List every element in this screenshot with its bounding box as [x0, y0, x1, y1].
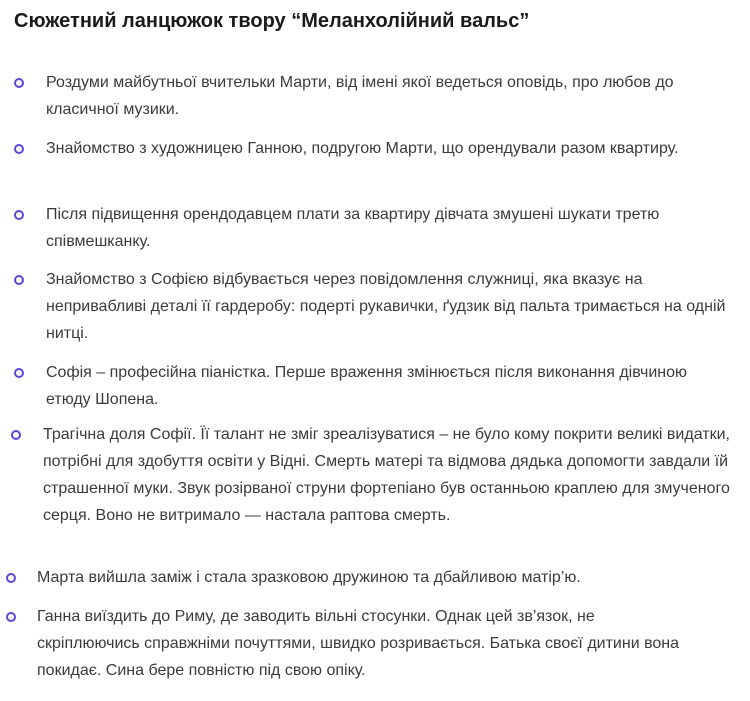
bullet-icon	[14, 368, 24, 378]
bullet-icon	[14, 275, 24, 285]
list-item	[14, 266, 744, 347]
list-item	[6, 603, 746, 684]
list-item	[14, 69, 744, 123]
bullet-icon	[6, 612, 16, 622]
list-item-text: Знайомство з Софією відбувається через повідомлення служниці, яка вказує на непривабливі деталі її гардеробу: подерті рукавички, ґудзик від пальта тримається на одній нитці.	[46, 271, 726, 342]
list-item	[14, 201, 744, 255]
page-title: Сюжетний ланцюжок твору “Меланхолійний вальс”	[14, 10, 530, 32]
list-item-text: Софія – професійна піаністка. Перше враження змінюється після виконання дівчиною етюду Шопена.	[46, 364, 687, 408]
bullet-icon	[14, 144, 24, 154]
bullet-icon	[6, 573, 16, 583]
list-item-text: Ганна виїздить до Риму, де заводить вільні стосунки. Однак цей зв’язок, не скріплюючись справжніми почуттями, швидко розривається. Батька своєї дитини вона покидає. Сина бере повністю під свою опіку.	[37, 608, 680, 679]
list-item-text: Після підвищення орендодавцем плати за квартиру дівчата змушені шукати третю співмешканку.	[46, 206, 660, 250]
bullet-icon	[14, 210, 24, 220]
bullet-icon	[11, 430, 21, 440]
list-item	[11, 421, 746, 529]
list-item-text: Знайомство з художницею Ганною, подругою Марти, що орендували разом квартиру.	[46, 140, 679, 157]
list-item	[6, 564, 746, 591]
bullet-icon	[14, 78, 24, 88]
list-item-text: Марта вийшла заміж і стала зразковою дружиною та дбайливою матір’ю.	[37, 569, 581, 586]
list-item	[14, 135, 744, 162]
list-item-text: Трагічна доля Софії. Її талант не зміг зреалізуватися – не було кому покрити великі видатки, потрібні для здобуття освіти у Відні. Смерть матері та відмова дядька допомогти завдали їй страшенної муки. Звук розірваної струни фортепіано був останньою краплею для змученого серця. Воно не витримало — настала раптова смерть.	[43, 426, 730, 524]
list-item-text: Роздуми майбутньої вчительки Марти, від імені якої ведеться оповідь, про любов до класичної музики.	[46, 74, 674, 118]
list-item	[14, 359, 744, 413]
